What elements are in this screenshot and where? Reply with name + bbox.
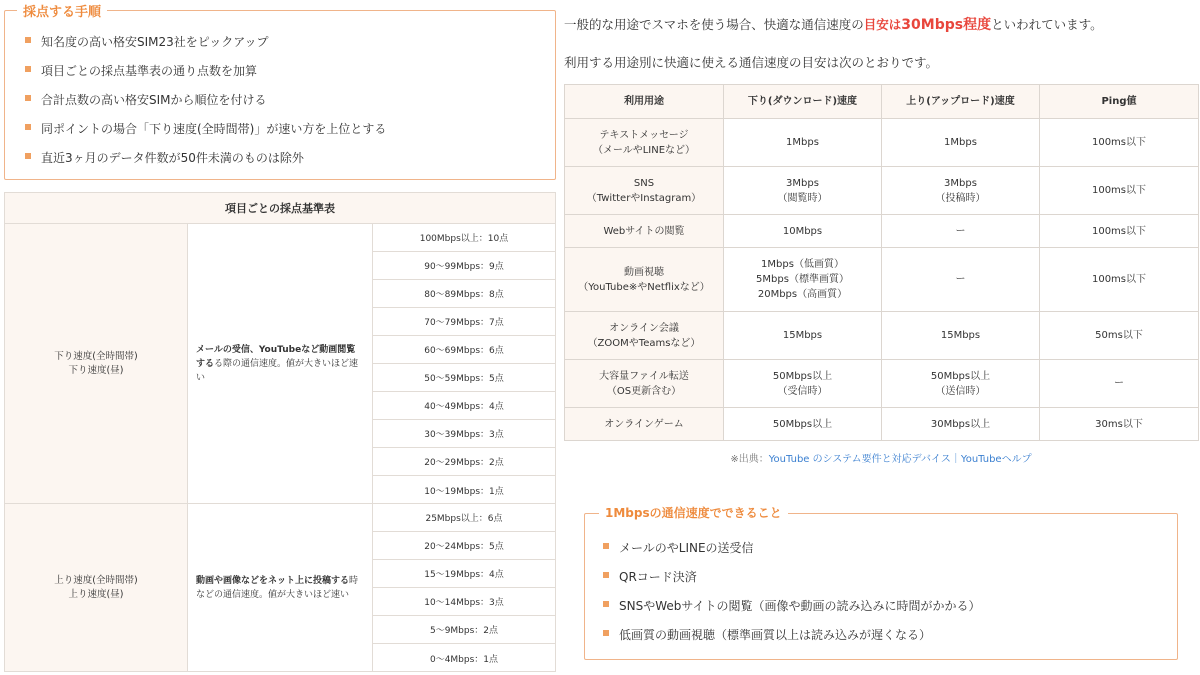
table-row — [565, 248, 1199, 312]
list-item: SNSやWebサイトの閲覧（画像や動画の読み込みに時間がかかる） — [603, 597, 981, 626]
table-cell — [565, 248, 724, 312]
scoring-table — [4, 192, 556, 672]
table-row: 80〜89Mbps：8点 — [373, 280, 555, 308]
cell-line: 5Mbps（標準画質） — [756, 274, 849, 285]
table-row: 0〜4Mbps：1点 — [429, 654, 499, 665]
scoring-table-title: 項目ごとの採点基準表 — [5, 193, 555, 224]
table-row: 25Mbps以上：6点 — [373, 504, 555, 532]
cell-line: 15Mbps — [782, 330, 823, 341]
procedure-title: 採点する手順 — [17, 1, 107, 20]
cell-line: 10Mbps — [782, 225, 823, 237]
table-cell — [1040, 360, 1199, 408]
table-row: 50〜59Mbps：5点 — [373, 364, 555, 392]
source-link[interactable]: YouTube のシステム要件と対応デバイス｜YouTubeヘルプ — [768, 454, 1032, 465]
source-note: ※出典：YouTube のシステム要件と対応デバイス｜YouTubeヘルプ — [730, 454, 1032, 465]
table-cell — [1040, 215, 1199, 248]
cell-line: 15Mbps — [940, 330, 981, 341]
bullet-square-icon — [603, 543, 609, 549]
cell-line: 30Mbps以上 — [930, 418, 991, 430]
table-row — [565, 167, 1199, 215]
bullet-square-icon — [25, 124, 31, 130]
upload-label: 上り速度(全時間帯) 上り速度(昼) — [5, 504, 188, 671]
mbps-capabilities-box — [584, 506, 1178, 660]
bullet-square-icon — [25, 37, 31, 43]
table-cell — [724, 167, 882, 215]
bullet-square-icon — [603, 601, 609, 607]
download-group — [5, 224, 555, 504]
cell-line: テキストメッセージ — [599, 129, 689, 141]
cell-line: 動画視聴 — [624, 266, 664, 278]
cell-line: オンライン会議 — [609, 322, 679, 334]
table-row — [565, 408, 1199, 441]
bullet-square-icon — [603, 630, 609, 636]
table-cell — [724, 119, 882, 167]
table-row: 70〜79Mbps：7点 — [373, 308, 555, 336]
table-row: 5〜9Mbps：2点 — [373, 616, 555, 644]
intro-line-2: 利用する用途別に快適に使える通信速度の目安は次のとおりです。 — [564, 55, 939, 70]
speed-table-body — [565, 119, 1199, 441]
cell-line: 1Mbps（低画質） — [761, 259, 844, 270]
mbps-list — [603, 539, 981, 655]
download-description: メールの受信、YouTubeなど動画閲覧するる際の通信速度。値が大きいほど速い — [188, 224, 373, 503]
table-row: 30〜39Mbps：3点 — [373, 420, 555, 448]
table-row — [565, 215, 1199, 248]
cell-line: 50Mbps以上 — [772, 370, 833, 382]
table-cell — [724, 312, 882, 360]
table-row: 10〜14Mbps：3点 — [373, 588, 555, 616]
cell-line: 30ms以下 — [1095, 418, 1143, 430]
column-header: 下り(ダウンロード)速度 — [724, 85, 882, 119]
table-cell — [882, 215, 1040, 248]
upload-description: 動画や画像などをネット上に投稿する時などの通信速度。値が大きいほど速い — [188, 504, 373, 671]
list-item: 合計点数の高い格安SIMから順位を付ける — [25, 91, 386, 120]
bullet-square-icon — [25, 95, 31, 101]
column-header: Ping値 — [1040, 85, 1199, 119]
table-cell — [882, 248, 1040, 312]
table-row: 60〜69Mbps：6点 — [373, 336, 555, 364]
cell-line: SNS — [633, 177, 655, 189]
cell-line: （TwitterやInstagram） — [586, 192, 702, 204]
table-cell — [724, 248, 882, 312]
speed-table — [564, 84, 1199, 441]
procedure-list — [25, 33, 386, 178]
table-cell — [565, 119, 724, 167]
table-row: 40〜49Mbps：4点 — [373, 392, 555, 420]
cell-line: ー — [955, 274, 966, 285]
column-header: 上り(アップロード)速度 — [882, 85, 1040, 119]
table-cell — [882, 360, 1040, 408]
table-cell — [565, 312, 724, 360]
cell-line: 100ms以下 — [1091, 137, 1147, 148]
cell-line: （送信時） — [935, 385, 986, 397]
list-item: 項目ごとの採点基準表の通り点数を加算 — [25, 62, 386, 91]
cell-line: 20Mbps（高画質） — [757, 289, 848, 300]
cell-line: 大容量ファイル転送 — [599, 370, 689, 382]
table-cell — [882, 408, 1040, 441]
table-cell — [724, 215, 882, 248]
table-cell — [724, 408, 882, 441]
cell-line: Webサイトの閲覧 — [603, 225, 685, 237]
cell-line: 100ms以下 — [1091, 225, 1147, 237]
cell-line: （OS更新含む） — [606, 385, 682, 397]
download-score-rows — [373, 224, 555, 504]
cell-line: 50Mbps以上 — [930, 370, 991, 382]
cell-line: オンラインゲーム — [604, 418, 684, 430]
cell-line: （受信時） — [777, 385, 828, 397]
download-label: 下り速度(全時間帯) 下り速度(昼) — [5, 224, 188, 503]
cell-line: 100ms以下 — [1091, 185, 1147, 196]
intro-line-1: 一般的な用途でスマホを使う場合、快適な通信速度の目安は30Mbps程度といわれています。 — [564, 17, 1103, 33]
table-cell — [565, 360, 724, 408]
table-row: 20〜24Mbps：5点 — [373, 532, 555, 560]
list-item: 低画質の動画視聴（標準画質以上は読み込みが遅くなる） — [603, 626, 981, 655]
list-item: 直近3ヶ月のデータ件数が50件未満のものは除外 — [25, 149, 386, 178]
mbps-box-title: 1Mbpsの通信速度でできること — [599, 504, 788, 521]
cell-line: ー — [1114, 378, 1124, 389]
list-item: QRコード決済 — [603, 568, 981, 597]
table-row: 10〜19Mbps：1点 — [424, 486, 504, 497]
table-cell — [882, 167, 1040, 215]
bullet-square-icon — [603, 572, 609, 578]
table-row: 90〜99Mbps：9点 — [373, 252, 555, 280]
list-item: 同ポイントの場合「下り速度(全時間帯)」が速い方を上位とする — [25, 120, 386, 149]
highlight-value: 30Mbps程度 — [901, 17, 992, 33]
highlight-text: 目安は — [863, 17, 902, 32]
table-cell — [1040, 167, 1199, 215]
cell-line: （閲覧時） — [777, 192, 828, 204]
cell-line: 1Mbps — [786, 137, 819, 148]
table-row: 15〜19Mbps：4点 — [373, 560, 555, 588]
cell-line: （ZOOMやTeamsなど） — [587, 337, 701, 349]
cell-line: （投稿時） — [935, 192, 986, 204]
table-row — [565, 119, 1199, 167]
table-cell — [882, 312, 1040, 360]
table-header-row — [565, 85, 1199, 119]
cell-line: 3Mbps — [786, 177, 819, 189]
table-cell — [1040, 119, 1199, 167]
cell-line: 100ms以下 — [1091, 274, 1147, 285]
cell-line: （メールやLINEなど） — [592, 144, 696, 156]
table-cell — [565, 167, 724, 215]
table-row: 100Mbps以上：10点 — [373, 224, 555, 252]
cell-line: （YouTube※やNetflixなど） — [578, 281, 710, 293]
bullet-square-icon — [25, 66, 31, 72]
table-row — [565, 312, 1199, 360]
column-header: 利用用途 — [565, 85, 724, 119]
cell-line: 50ms以下 — [1095, 330, 1143, 341]
table-cell — [882, 119, 1040, 167]
table-cell — [1040, 408, 1199, 441]
table-row — [565, 360, 1199, 408]
table-cell — [724, 360, 882, 408]
bullet-square-icon — [25, 153, 31, 159]
list-item: 知名度の高い格安SIM23社をピックアップ — [25, 33, 386, 62]
cell-line: 50Mbps以上 — [772, 418, 833, 430]
procedure-box — [4, 5, 556, 180]
cell-line: ー — [955, 225, 966, 237]
table-cell — [1040, 312, 1199, 360]
list-item: メールのやLINEの送受信 — [603, 539, 981, 568]
table-cell — [565, 408, 724, 441]
cell-line: 3Mbps — [944, 177, 977, 189]
cell-line: 1Mbps — [944, 137, 977, 148]
table-cell — [565, 215, 724, 248]
upload-group — [5, 504, 555, 671]
table-cell — [1040, 248, 1199, 312]
upload-score-rows — [373, 504, 555, 672]
table-row: 20〜29Mbps：2点 — [373, 448, 555, 476]
